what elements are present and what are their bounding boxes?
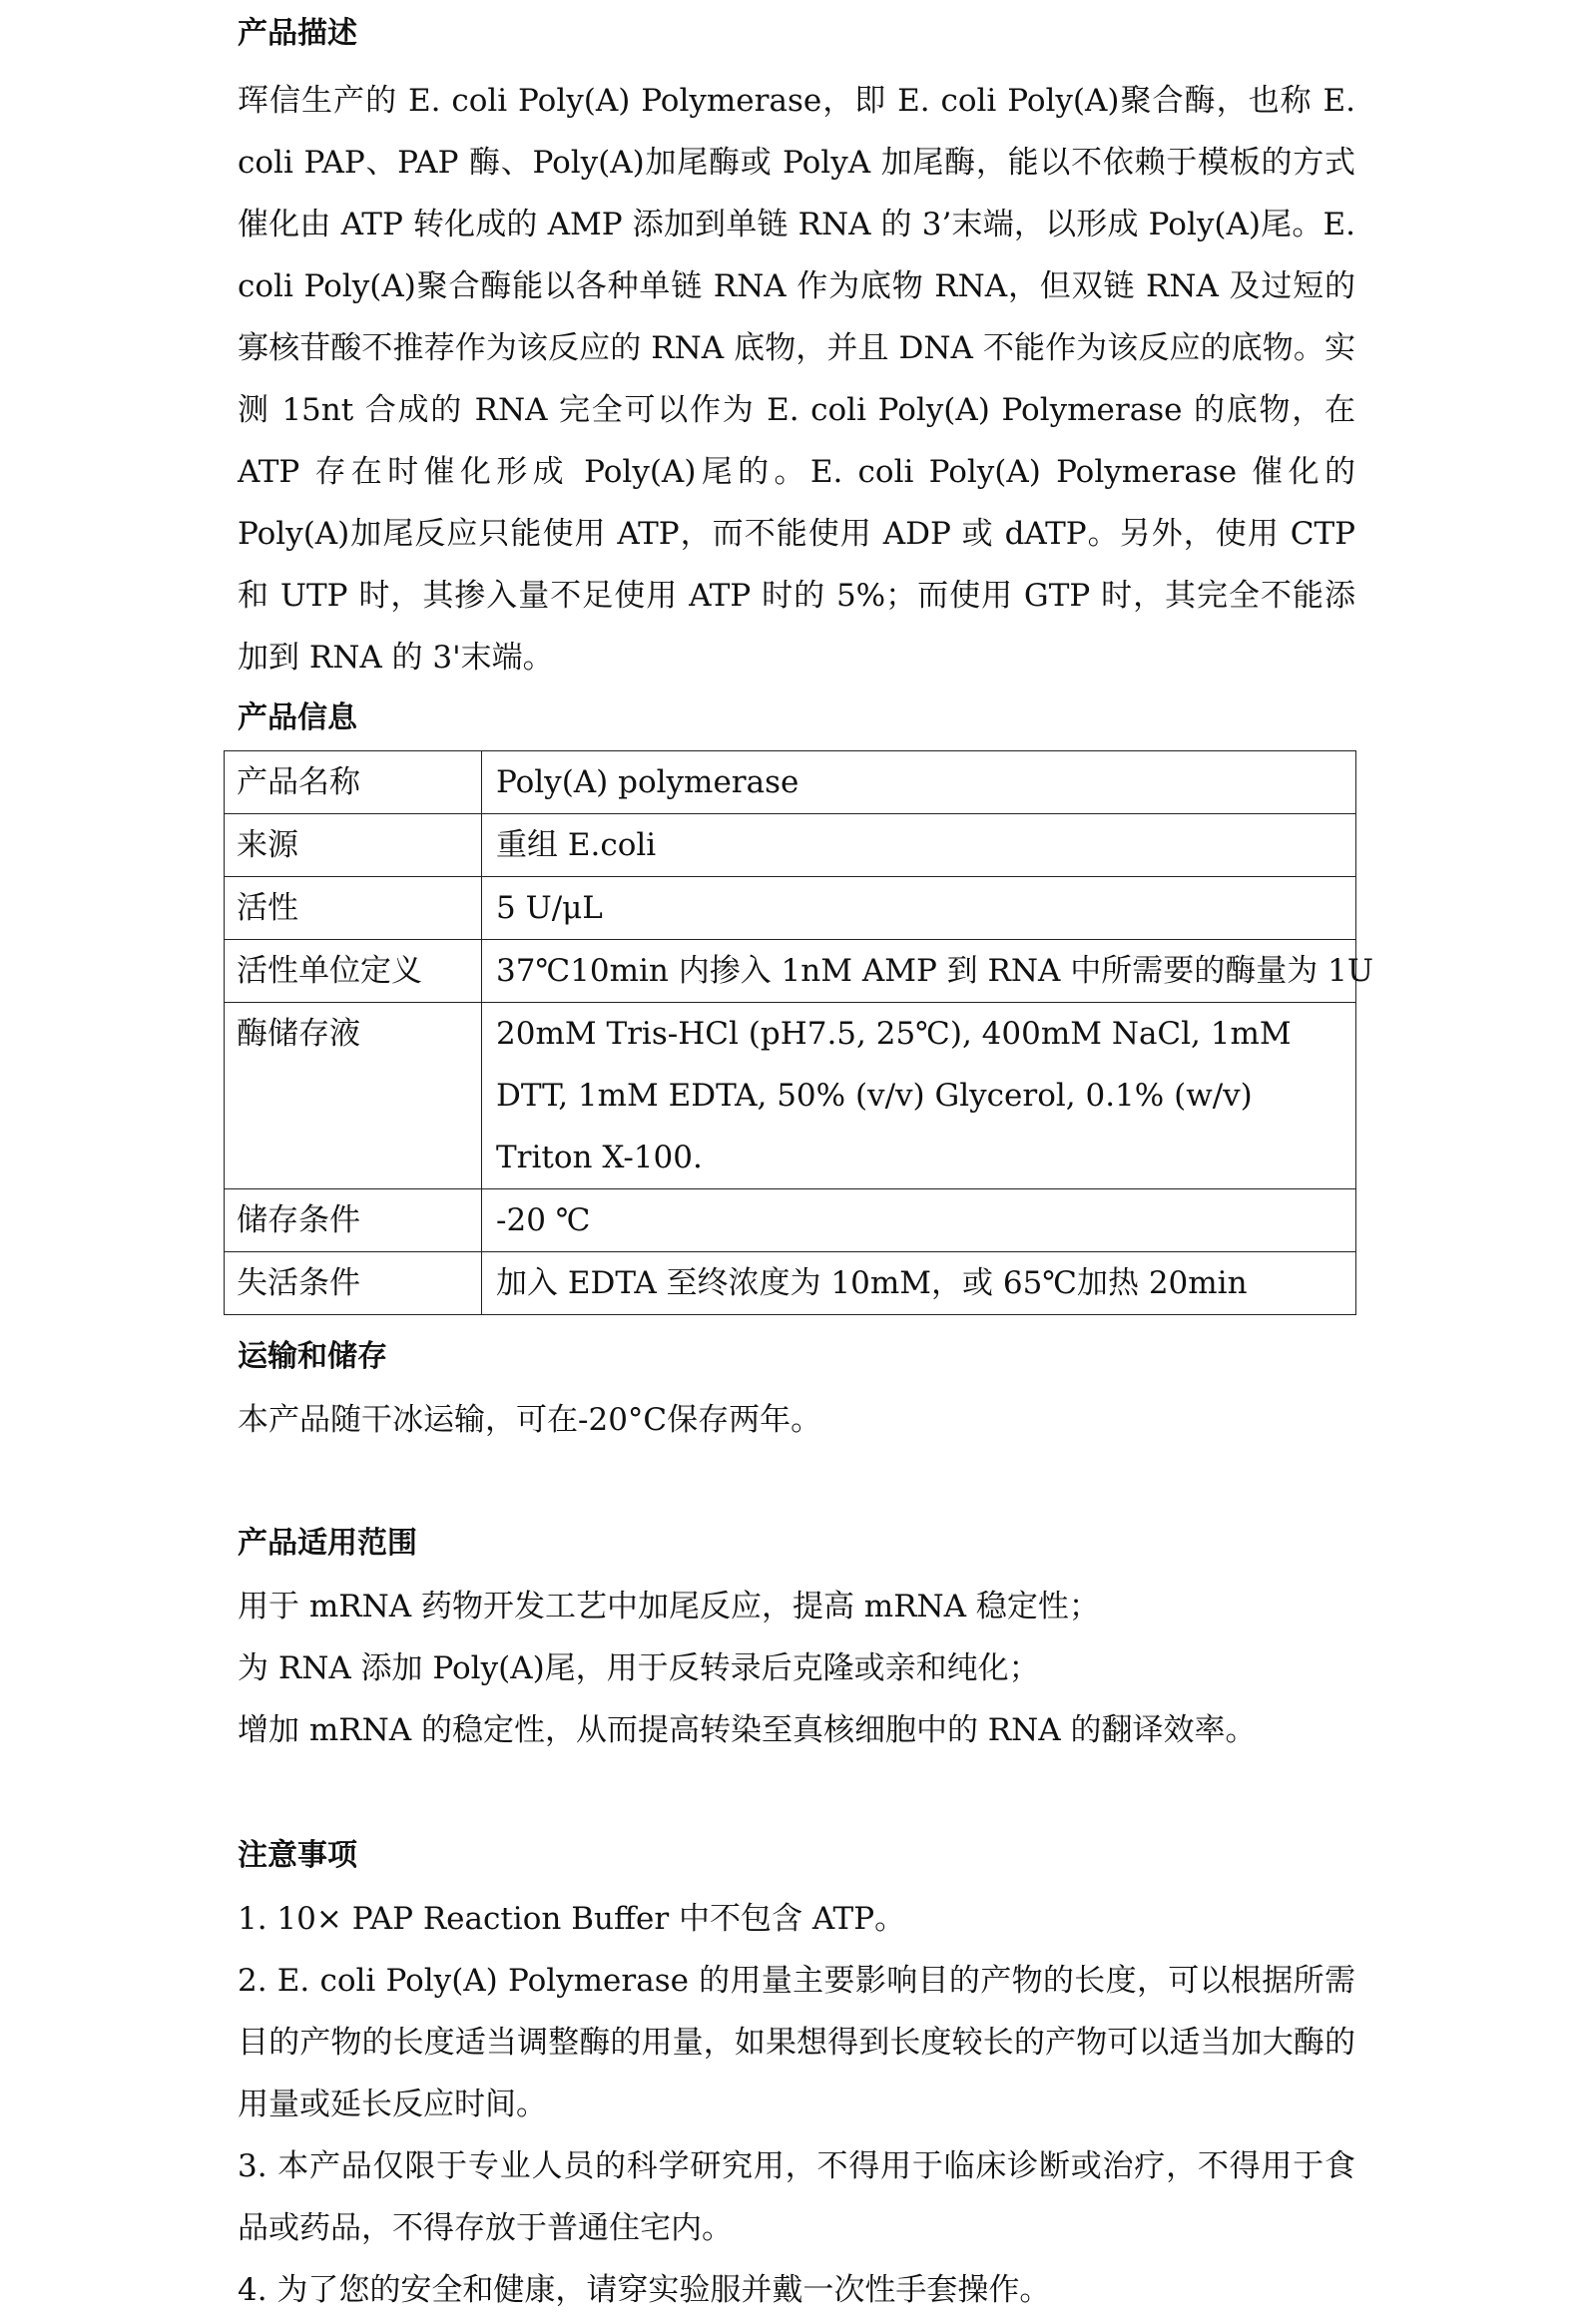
info-value: 20mM Tris-HCl (pH7.5, 25℃), 400mM NaCl, 1mM DTT, 1mM EDTA, 50% (v/v) Glycerol, 0.1% (w/v) Triton X-100. <box>482 1003 1356 1189</box>
info-value: 重组 E.coli <box>482 814 1356 877</box>
info-key: 活性 <box>225 877 482 940</box>
info-key: 酶储存液 <box>225 1003 482 1189</box>
list-item: 增加 mRNA 的稳定性，从而提高转染至真核细胞中的 RNA 的翻译效率。 <box>238 1712 1257 1748</box>
list-item: 4. 为了您的安全和健康，请穿实验服并戴一次性手套操作。 <box>238 2272 1051 2308</box>
info-key: 失活条件 <box>225 1252 482 1315</box>
shipping-heading: 运输和储存 <box>238 1339 387 1374</box>
info-key: 活性单位定义 <box>225 940 482 1003</box>
table-row <box>225 1003 1356 1189</box>
table-row <box>225 1252 1356 1315</box>
info-table <box>224 750 1373 1315</box>
notes-list <box>238 1888 1355 2321</box>
info-value: 5 U/μL <box>482 877 1356 940</box>
info-key: 来源 <box>225 814 482 877</box>
description-section <box>238 14 1355 689</box>
info-heading: 产品信息 <box>238 700 357 735</box>
shipping-section <box>238 1337 1355 1451</box>
applications-section <box>238 1524 1355 1761</box>
info-value: Poly(A) polymerase <box>482 751 1356 814</box>
info-value: 37℃10min 内掺入 1nM AMP 到 RNA 中所需要的酶量为 1U <box>482 940 1356 1003</box>
notes-section <box>238 1836 1355 2321</box>
table-row <box>225 940 1356 1003</box>
list-item: 2. E. coli Poly(A) Polymerase 的用量主要影响目的产物的长度，可以根据所需目的产物的长度适当调整酶的用量，如果想得到长度较长的产物可以适当加大酶的用量或延长反应时间。 <box>238 1963 1355 2122</box>
info-key: 储存条件 <box>225 1189 482 1252</box>
list-item: 3. 本产品仅限于专业人员的科学研究用，不得用于临床诊断或治疗，不得用于食品或药品，不得存放于普通住宅内。 <box>238 2148 1355 2246</box>
table-row <box>225 814 1356 877</box>
table-row <box>225 877 1356 940</box>
description-text: 珲信生产的 E. coli Poly(A) Polymerase，即 E. coli Poly(A)聚合酶，也称 E. coli PAP、PAP 酶、Poly(A)加尾酶或 PolyA 加尾酶，能以不依赖于模板的方式催化由 ATP 转化成的 AMP 添加到单链 RNA 的 3’末端，以形成 Poly(A)尾。E. coli Poly(A)聚合酶能以各种单链 RNA 作为底物 RNA，但双链 RNA 及过短的寡核苷酸不推荐作为该反应的 RNA 底物，并且 DNA 不能作为该反应的底物。实测 15nt 合成的 RNA 完全可以作为 E. coli Poly(A) Polymerase 的底物，在 ATP 存在时催化形成 Poly(A)尾的。E. coli Poly(A) Polymerase 催化的 Poly(A)加尾反应只能使用 ATP，而不能使用 ADP 或 dATP。另外，使用 CTP 和 UTP 时，其掺入量不足使用 ATP 时的 5%；而使用 GTP 时，其完全不能添加到 RNA 的 3'末端。 <box>238 83 1355 676</box>
applications-heading: 产品适用范围 <box>238 1526 417 1561</box>
table-row <box>225 751 1356 814</box>
list-item: 为 RNA 添加 Poly(A)尾，用于反转录后克隆或亲和纯化； <box>238 1650 1040 1686</box>
info-key: 产品名称 <box>225 751 482 814</box>
info-value: 加入 EDTA 至终浓度为 10mM，或 65℃加热 20min <box>482 1252 1356 1315</box>
info-section <box>238 698 1355 738</box>
shipping-text: 本产品随干冰运输，可在-20°C保存两年。 <box>238 1402 822 1438</box>
table-row <box>225 1189 1356 1252</box>
applications-list <box>238 1576 1355 1761</box>
list-item: 用于 mRNA 药物开发工艺中加尾反应，提高 mRNA 稳定性； <box>238 1589 1100 1625</box>
list-item: 1. 10× PAP Reaction Buffer 中不包含 ATP。 <box>238 1901 906 1937</box>
notes-heading: 注意事项 <box>238 1838 357 1873</box>
description-heading: 产品描述 <box>238 16 357 51</box>
info-value: -20 ℃ <box>482 1189 1356 1252</box>
